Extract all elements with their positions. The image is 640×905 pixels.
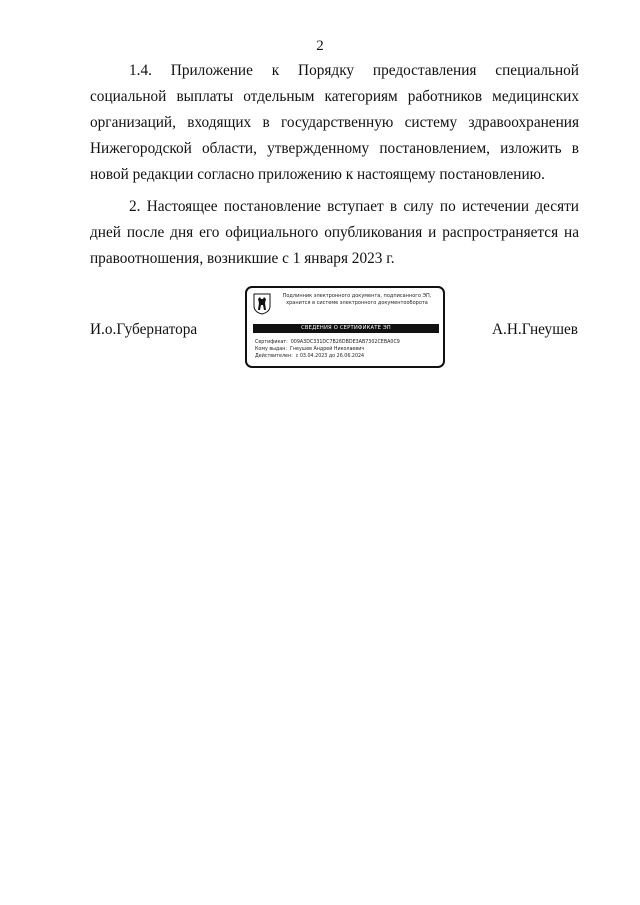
certificate-row [255, 340, 441, 346]
page-number: 2 [316, 38, 324, 54]
validity-label: Действителен: [255, 354, 293, 359]
stamp-header-line2: хранится в системе электронного документооборота [286, 300, 428, 306]
signer-position: И.о.Губернатора [90, 321, 198, 338]
paragraph-2: 2. Настоящее постановление вступает в силу по истечении десяти дней после дня его официального опубликования и распространяется на правоотношения, возникшие с 1 января 2023 г. [90, 198, 579, 267]
signer-name: А.Н.Гнеушев [491, 321, 578, 338]
electronic-signature-stamp [245, 286, 445, 368]
issued-to-value: Гнеушев Андрей Николаевич [289, 347, 365, 352]
validity-value: с 03.04.2023 до 26.06.2024 [295, 354, 365, 359]
issued-to-row [255, 347, 441, 353]
stamp-header-line1: Подлинник электронного документа, подписанного ЭП, [282, 293, 432, 299]
stamp-title-bar: СВЕДЕНИЯ О СЕРТИФИКАТЕ ЭП [253, 324, 439, 333]
certificate-label: Сертификат: [255, 340, 288, 345]
issued-to-label: Кому выдан: [255, 347, 287, 352]
coat-of-arms-icon [253, 293, 271, 315]
document-body [90, 58, 579, 278]
stamp-header [273, 293, 441, 307]
paragraph-1-4: 1.4. Приложение к Порядку предоставления специальной социальной выплаты отдельным категориям работников медицинских организаций, входящих в государственную систему здравоохранения Нижегородской области, утвержденному постановлением, изложить в новой редакции согласно приложению к настоящему постановлению. [90, 62, 579, 183]
certificate-value: 009A3DC331DC7B26DBDE3AB7302CEBA0C9 [290, 340, 400, 345]
validity-row [255, 354, 441, 360]
